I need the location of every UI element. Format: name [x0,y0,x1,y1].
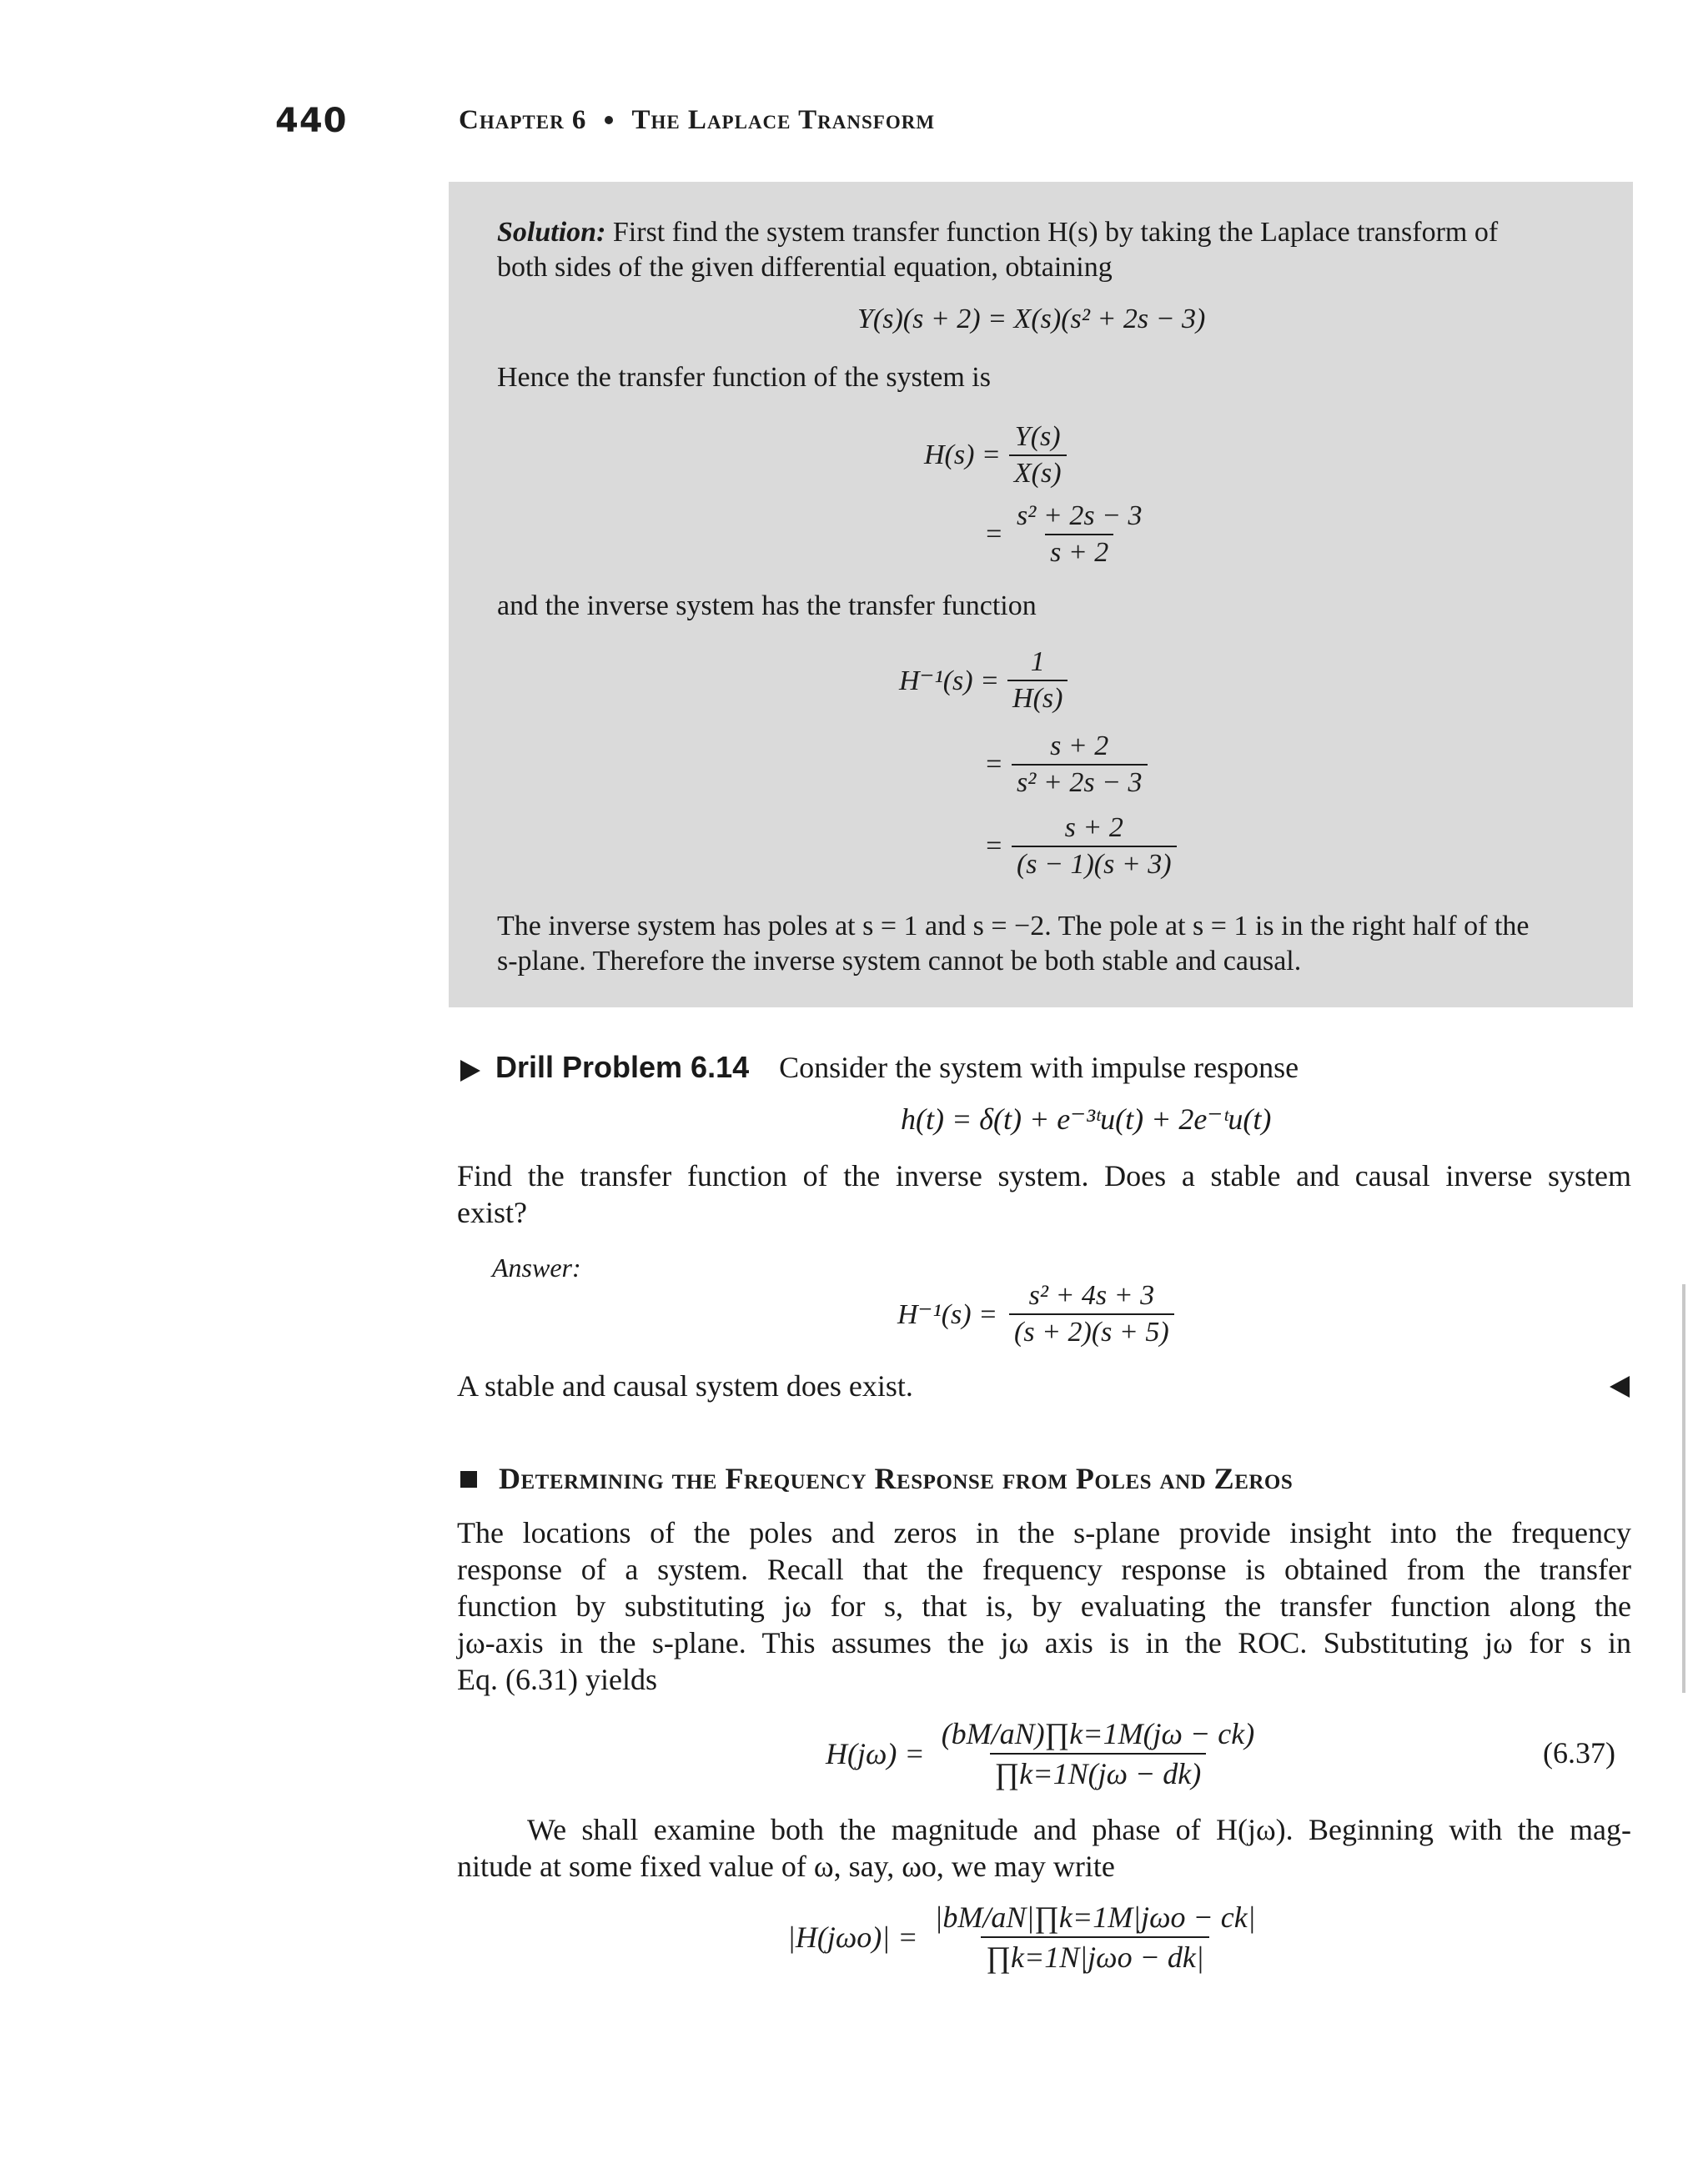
inverse-tf-eq-3 [984,812,1177,881]
eq637-numerator: (bM/aN)∏k=1M(jω − ck) [941,1717,1255,1750]
page-number: 440 [275,102,348,140]
transfer-function-eq-2 [984,500,1148,569]
hinv-fraction-1 [1007,646,1068,715]
section-para2-line-2: nitude at some fixed value of ω, say, ωo, we may write [457,1850,1115,1883]
inverse-tf-eq-2 [984,731,1148,799]
solution-text-1a: First find the system transfer function H(s) by taking the Laplace transform of [612,217,1499,248]
section-para-line-3: function by substituting jω for s, that is, by evaluating the transfer function along the [457,1589,1631,1623]
eq637-lhs: H(jω) = [826,1737,925,1770]
hinv-denominator-1: H(s) [1007,680,1068,715]
triangle-left-icon [1610,1376,1630,1398]
section-para-line-5: Eq. (6.31) yields [457,1663,657,1696]
section-para-line-2: response of a system. Recall that the frequency response is obtained from the transfer [457,1553,1631,1586]
hinv-denominator-3: (s − 1)(s + 3) [1012,846,1177,881]
equation-6-37 [826,1716,1259,1791]
hinv-numerator-3: s + 2 [1064,812,1123,843]
hs-denominator-2: s + 2 [1045,534,1113,569]
triangle-right-icon [460,1060,480,1082]
answer-label: Answer: [492,1253,581,1283]
solution-line-3: Hence the transfer function of the system is [497,362,991,393]
inverse-tf-eq-1 [899,646,1068,715]
magnitude-equation [787,1900,1261,1975]
section-para-line-4: jω-axis in the s-plane. This assumes the jω axis is in the ROC. Substituting jω for s in [457,1626,1631,1659]
hinv-fraction-3 [1012,812,1177,881]
eq637-fraction [937,1716,1260,1791]
solution-line-5: The inverse system has poles at s = 1 and s = −2. The pole at s = 1 is in the right half of the [497,911,1530,941]
scan-edge-shadow [1682,1284,1685,1693]
answer-eq [897,1280,1174,1348]
hs-numerator-2: s² + 2s − 3 [1016,500,1143,531]
hinv-lhs: H⁻¹(s) = [899,665,1000,696]
hs-denominator-1: X(s) [1009,454,1067,490]
equation-number: (6.37) [1543,1736,1615,1770]
equals-sign: = [984,749,1003,780]
hinv-denominator-2: s² + 2s − 3 [1012,764,1148,799]
solution-line-4: and the inverse system has the transfer function [497,590,1037,621]
answer-numerator: s² + 4s + 3 [1028,1280,1155,1311]
solution-line-2: both sides of the given differential equation, obtaining [497,252,1113,283]
drill-intro: Consider the system with impulse response [779,1051,1299,1084]
drill-question-line-1: Find the transfer function of the inverse system. Does a stable and causal inverse system [457,1159,1631,1192]
drill-problem-title: Drill Problem 6.14 [495,1050,750,1084]
hinv-numerator-1: 1 [1030,646,1045,677]
mag-numerator: |bM/aN|∏k=1M|jωo − ck| [934,1900,1256,1934]
mag-denominator: ∏k=1N|jωo − dk| [981,1936,1208,1975]
equation-laplace: Y(s)(s + 2) = X(s)(s² + 2s − 3) [857,304,1206,334]
solution-line-6: s-plane. Therefore the inverse system cannot be both stable and causal. [497,946,1302,977]
impulse-response-eq: h(t) = δ(t) + e⁻³ᵗu(t) + 2e⁻ᵗu(t) [901,1102,1272,1136]
mag-fraction [929,1900,1260,1975]
hinv-fraction-2 [1012,731,1148,799]
section-heading [460,1461,1293,1496]
mag-lhs: |H(jωo)| = [787,1920,918,1954]
solution-label: Solution: [497,217,606,248]
answer-fraction [1009,1280,1174,1348]
answer-lhs: H⁻¹(s) = [897,1299,998,1330]
equals-sign: = [984,831,1003,861]
answer-denominator: (s + 2)(s + 5) [1009,1313,1174,1348]
eq637-denominator: ∏k=1N(jω − dk) [990,1753,1207,1791]
section-heading-text: Determining the Frequency Response from Poles and Zeros [499,1462,1294,1495]
hinv-numerator-2: s + 2 [1050,731,1109,761]
hs-numerator-1: Y(s) [1014,421,1061,452]
hs-fraction-2 [1012,500,1148,569]
chapter-title: The Laplace Transform [631,105,936,135]
square-bullet-icon [460,1471,477,1488]
drill-conclusion: A stable and causal system does exist. [457,1369,913,1403]
section-para2-line-1: We shall examine both the magnitude and phase of H(jω). Beginning with the mag- [527,1813,1631,1846]
drill-question-line-2: exist? [457,1196,527,1229]
transfer-function-eq-1 [924,421,1067,490]
solution-line-1 [497,215,1498,250]
drill-problem-line [460,1049,1299,1086]
section-para-line-1: The locations of the poles and zeros in the s-plane provide insight into the frequency [457,1516,1631,1549]
chapter-label: Chapter 6 [459,105,587,135]
bullet-separator [605,116,613,124]
hs-fraction-1 [1009,421,1067,490]
equals-sign: = [984,519,1003,550]
running-head [459,105,935,136]
hs-lhs: H(s) = [924,439,1001,470]
